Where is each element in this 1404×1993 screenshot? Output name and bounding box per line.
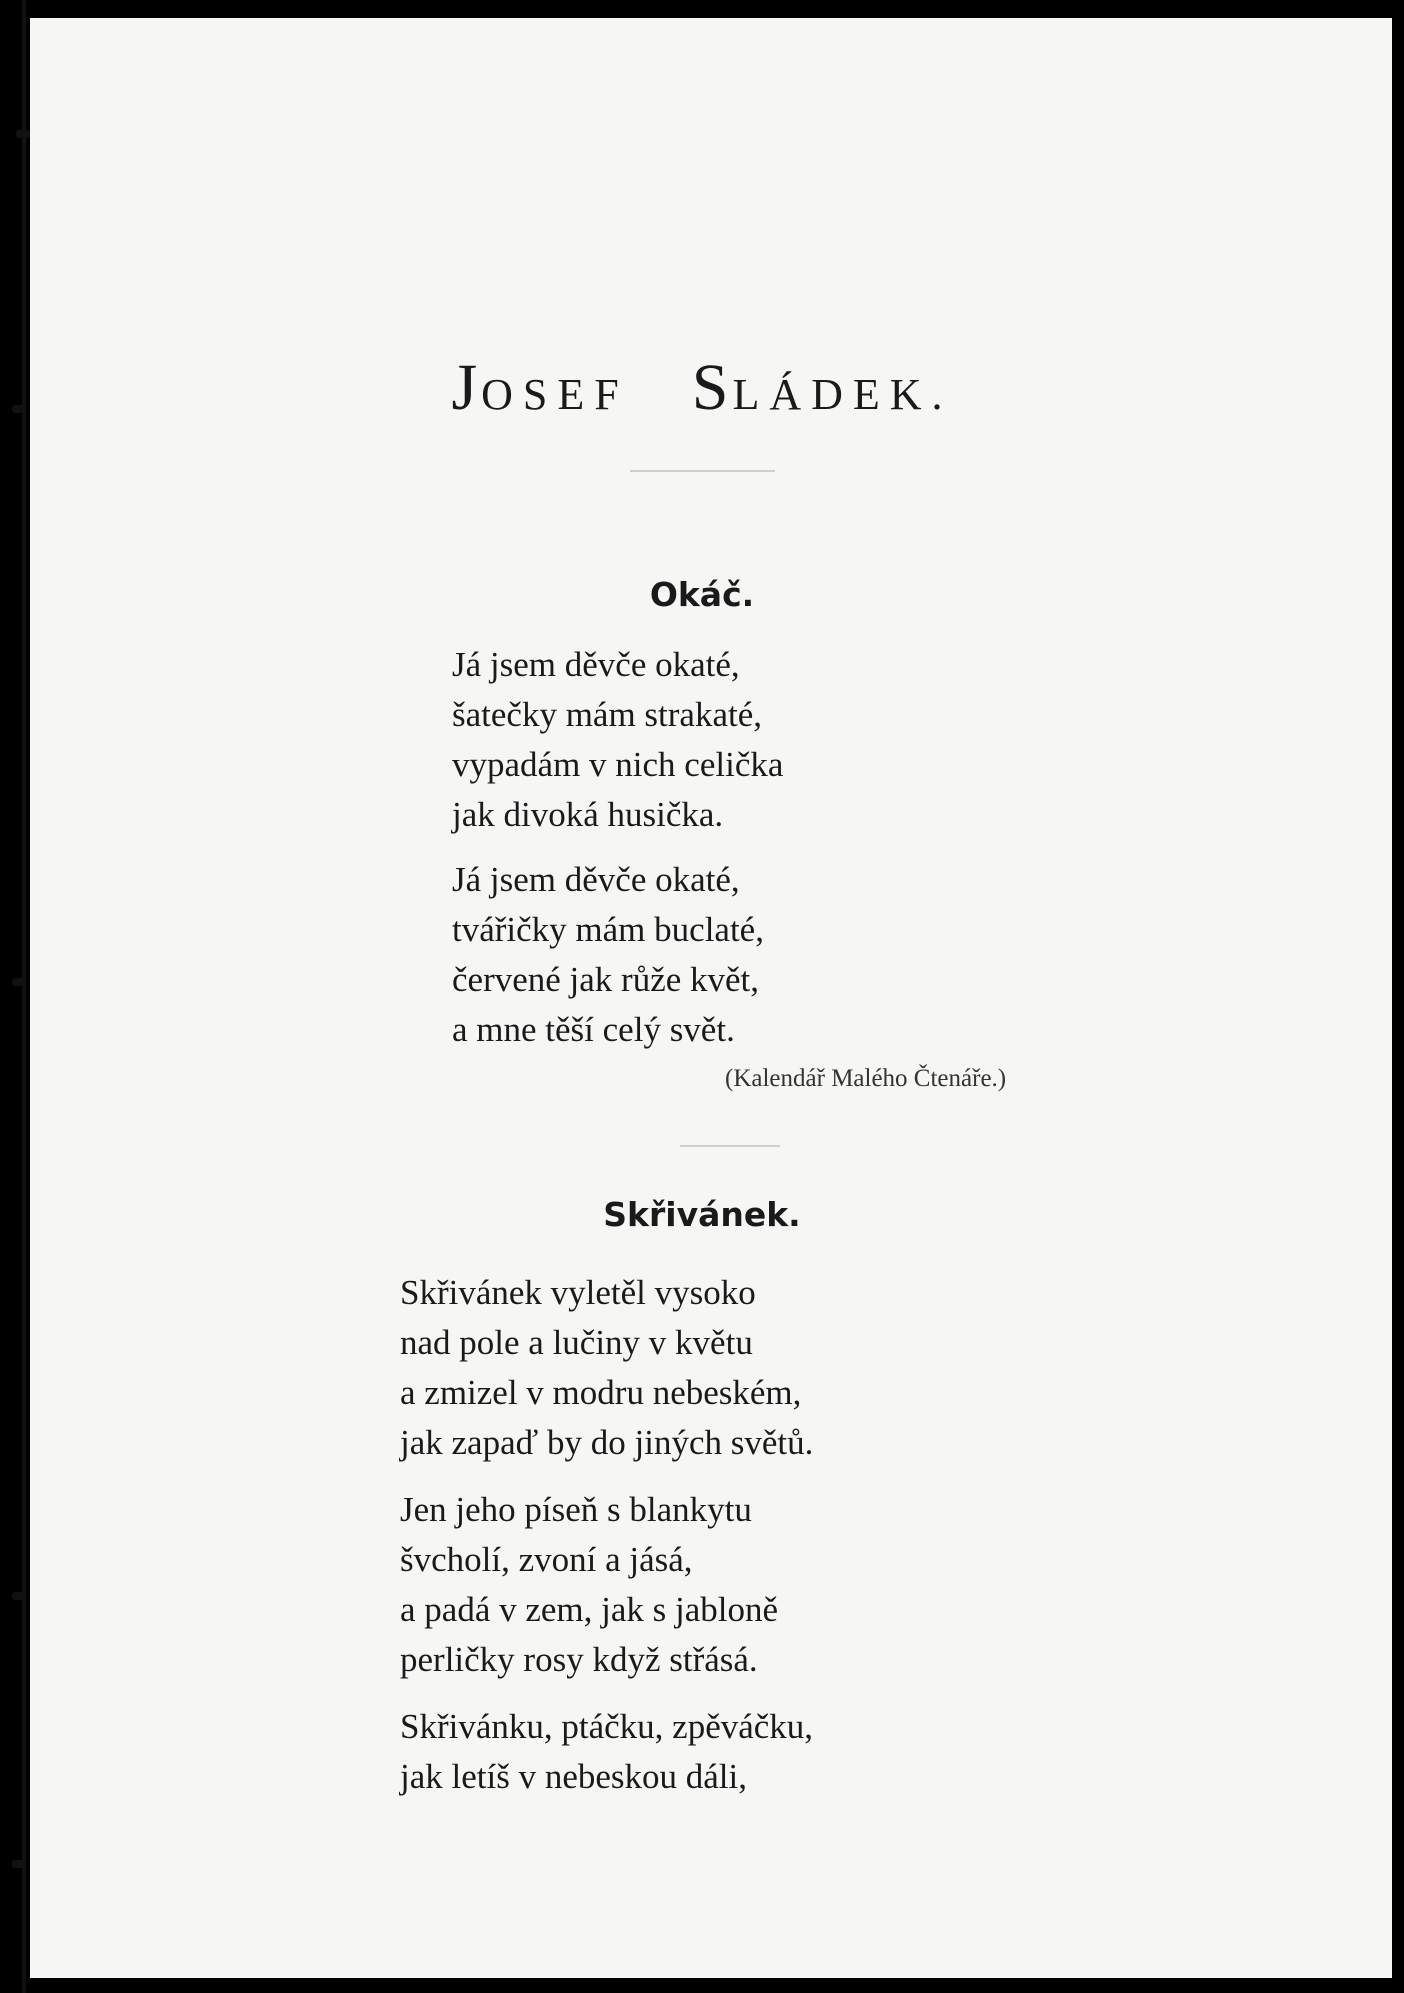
poem-line: Já jsem děvče okaté,: [452, 860, 740, 899]
poem-line: Skřivánku, ptáčku, zpěváčku,: [400, 1707, 814, 1746]
poem-line: Jen jeho píseň s blankytu: [400, 1490, 752, 1529]
poem-line: a mne těší celý svět.: [452, 1010, 735, 1049]
poem-line: šatečky mám strakaté,: [452, 695, 763, 734]
separator-rule: [680, 1145, 780, 1147]
poem-line: jak zapaď by do jiných světů.: [400, 1423, 814, 1462]
spine-mark: [12, 1592, 26, 1600]
spine-mark: [12, 978, 26, 986]
poem-line: perličky rosy když střásá.: [400, 1640, 758, 1679]
author-last-initial: S: [691, 351, 733, 424]
stanza: [400, 1485, 778, 1685]
poem-line: vypadám v nich celička: [452, 745, 784, 784]
poem-line: jak letíš v nebeskou dáli,: [400, 1757, 748, 1796]
poem-line: a padá v zem, jak s jabloně: [400, 1590, 779, 1629]
spine-mark: [16, 130, 30, 138]
poem-line: švcholí, zvoní a jásá,: [400, 1540, 693, 1579]
poem-line: Skřivánek vyletěl vysoko: [400, 1273, 756, 1312]
poem-title: Okáč.: [649, 575, 755, 614]
poem-source: (Kalendář Malého Čtenáře.): [725, 1065, 1007, 1092]
poem-line: červené jak růže květ,: [452, 960, 760, 999]
stanza: [400, 1268, 813, 1468]
author-heading: [0, 350, 1404, 426]
stanza: [452, 640, 783, 840]
poem-line: jak divoká husička.: [452, 795, 724, 834]
poem-line: tvářičky mám buclaté,: [452, 910, 764, 949]
spine-mark: [12, 1860, 26, 1868]
poem-line: nad pole a lučiny v květu: [400, 1323, 753, 1362]
author-first-rest: OSEF: [481, 370, 629, 419]
stanza: [452, 855, 764, 1055]
poem-line: a zmizel v modru nebeském,: [400, 1373, 802, 1412]
stanza: [400, 1702, 813, 1802]
author-last-rest: LÁDEK.: [732, 370, 953, 419]
poem-line: Já jsem děvče okaté,: [452, 645, 740, 684]
author-first-initial: J: [451, 351, 482, 424]
poem-title: Skřivánek.: [603, 1195, 801, 1234]
separator-rule: [630, 470, 775, 472]
page-spine-edge: [22, 0, 26, 1993]
